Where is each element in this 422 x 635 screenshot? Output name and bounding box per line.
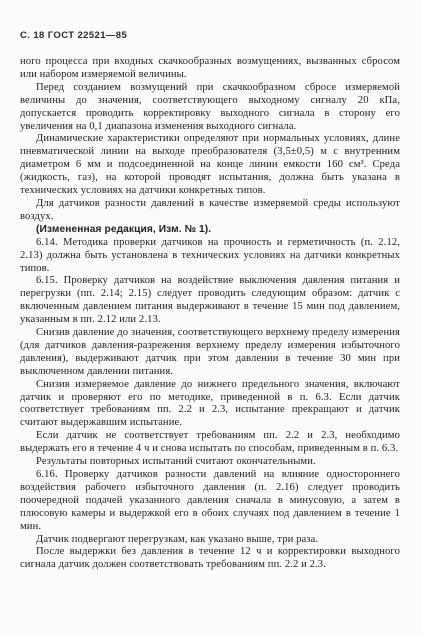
paragraph: Датчик подвергают перегрузкам, как указано выше, три раза.: [36, 533, 319, 545]
paragraph: Снизив измеряемое давление до нижнего предельного значения, включают датчик и проверяют его по методике, приведенной в п. 6.3. Если датчик соответствует требованиям пп. 2.2 и 2.3, испытание прекращают и датчик считают выдержавшим испытание.: [20, 378, 400, 429]
document-body: [20, 56, 400, 572]
paragraph: Результаты повторных испытаний считают окончательными.: [36, 456, 316, 468]
paragraph: Динамические характеристики определяют при нормальных условиях, длине пневматической линии на выходе преобразователя (3,5±0,5) м с внутренним диаметром 6 мм и подсоединенной на конце линии емкости 160 см³. Среда (жидкость, газ), на которой проводят испытания, должна быть указана в технических условиях на датчики конкретных типов.: [20, 133, 400, 197]
paragraph: После выдержки без давления в течение 12 ч и корректировки выходного сигнала датчик должен соответствовать требованиям пп. 2.2 и 2.3.: [20, 546, 400, 571]
running-head: С. 18 ГОСТ 22521—85: [20, 30, 128, 41]
paragraph: 6.16. Проверку датчиков разности давлений на влияние одностороннего воздействия рабочего избыточного давления (п. 2.16) следует проводить поочередной подачей указанного давления сначала в минусовую, а затем в плюсовую камеры и выдержкой его в обоих случаях под давлением в течение 1 мин.: [20, 469, 400, 532]
amendment-note: (Измененная редакция, Изм. № 1).: [36, 223, 212, 235]
paragraph: Для датчиков разности давлений в качестве измеряемой среды используют воздух.: [20, 197, 400, 222]
paragraph: 6.14. Методика проверки датчиков на прочность и герметичность (п. 2.12, 2.13) должна быть установлена в технических условиях на датчики конкретных типов.: [20, 236, 400, 274]
paragraph: ного процесса при входных скачкообразных возмущениях, вызванных сбросом или набором измеряемой величины.: [20, 56, 400, 80]
paragraph: 6.15. Проверку датчиков на воздействие выключения давления питания и перегрузки (пп. 2.14; 2.15) следует проводить следующим образом: датчик с включенным давлением питания выдерживают в течение 15 мин под давлением, указанным в пп. 2.12 или 2.13.: [20, 275, 400, 326]
paragraph: Если датчик не соответствует требованиям пп. 2.2 и 2.3, необходимо выдержать его в течение 4 ч и снова испытать по способам, приведенным в п. 6.3.: [20, 430, 400, 455]
paragraph: Снизив давление до значения, соответствующего верхнему пределу измерения (для датчиков давления-разрежения верхнему пределу измерения избыточного давления), выдерживают датчик при этом давлении в течение 30 мин при выключенном давлении питания.: [20, 327, 400, 377]
paragraph: Перед созданием возмущений при скачкообразном сбросе измеряемой величины до значения, соответствующего выходному сигналу 20 кПа, допускается проводить корректировку выходного сигнала в сторону его увеличения на 0,1 диапазона изменения выходного сигнала.: [20, 81, 400, 132]
